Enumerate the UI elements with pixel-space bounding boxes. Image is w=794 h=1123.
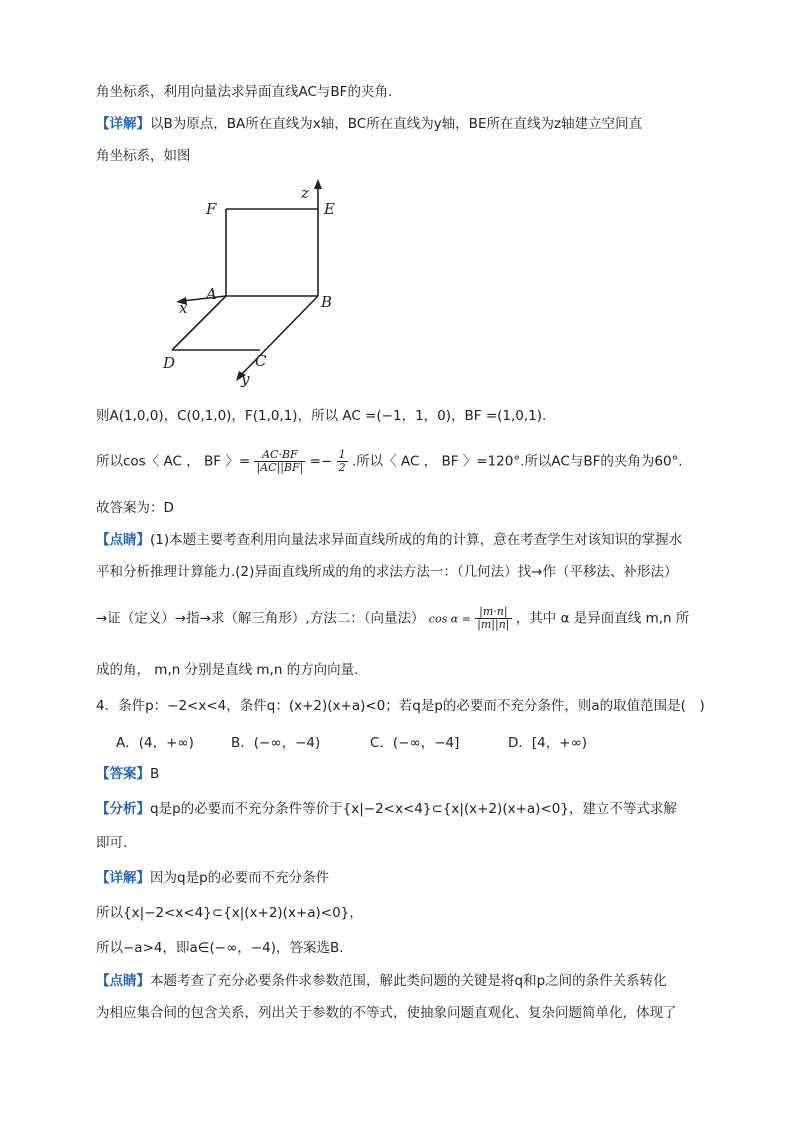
label-A: A [206, 285, 217, 303]
label-F: F [206, 200, 217, 218]
comment-paragraph [96, 530, 682, 550]
q4-detail-text-2: 所以{x|−2<x<4}⊂{x|(x+2)(x+a)<0}， [96, 905, 363, 921]
comment-line-3 [96, 606, 689, 631]
half-fraction [337, 449, 348, 474]
q4-analysis [96, 799, 677, 819]
comment-text-3b: ，其中 α 是异面直线 m,n 所 [515, 610, 690, 627]
comment-text-3a: →证（定义）→指→求（解三角形）,方法二：（向量法） [96, 610, 425, 627]
detail-tag: 【详解】 [96, 116, 150, 132]
q4-option-d: D．[4，+∞) [508, 735, 588, 751]
prev-line-1: 角坐标系，利用向量法求异面直线AC与BF的夹角. [96, 84, 393, 100]
detail-text-1: 以B为原点，BA所在直线为x轴，BC所在直线为y轴，BE所在直线为z轴建立空间直 [150, 116, 643, 132]
cos-fraction-den: |AC||BF| [256, 461, 304, 474]
q4-option-c: C．(−∞，−4] [370, 735, 460, 751]
comment-text-1: (1)本题主要考查利用向量法求异面直线所成的角的计算，意在考查学生对该知识的掌握水 [150, 532, 683, 548]
q4-detail-text-3: 所以−a>4，即a∈(−∞，−4)，答案选B. [96, 940, 344, 956]
cos-line [96, 449, 683, 474]
detail-paragraph [96, 114, 642, 134]
comment-tag: 【点睛】 [96, 532, 150, 548]
comment-fraction [475, 606, 511, 631]
coordinate-figure [160, 176, 340, 391]
cos-suffix: .所以〈 AC ， BF 〉=120°.所以AC与BF的夹角为60°. [351, 453, 683, 470]
comment-cos: cos α = [428, 612, 471, 626]
answer-value: B [150, 766, 160, 782]
q4-detail-text-1: 因为q是p的必要而不充分条件 [150, 870, 330, 886]
label-E: E [324, 200, 335, 218]
label-B: B [321, 293, 333, 311]
cos-fraction [254, 449, 305, 474]
cos-prefix: 所以cos〈 AC ， BF 〉= [96, 453, 251, 470]
answer-line: 故答案为：D [96, 500, 174, 516]
label-y: y [241, 370, 250, 388]
half-num: 1 [338, 448, 346, 461]
comment-fraction-den: |m||n| [477, 618, 510, 631]
q4-comment-text-2: 为相应集合间的包含关系，列出关于参数的不等式，使抽象问题直观化、复杂问题简单化，体现了 [96, 1005, 677, 1021]
q4-answer [96, 764, 159, 784]
q4-comment-tag: 【点睛】 [96, 973, 150, 989]
q4-comment [96, 971, 667, 991]
cos-fraction-num: AC·BF [254, 449, 305, 462]
cos-eq: =− [309, 453, 333, 470]
analysis-text-1: q是p的必要而不充分条件等价于{x|−2<x<4}⊂{x|(x+2)(x+a)<0}，建立不等式求解 [150, 801, 677, 817]
q4-detail [96, 868, 329, 888]
half-den: 2 [338, 461, 346, 474]
label-D: D [163, 354, 176, 372]
q4-detail-tag: 【详解】 [96, 870, 150, 886]
analysis-text-2: 即可. [96, 835, 128, 851]
comment-fraction-num: |m·n| [475, 606, 511, 619]
analysis-tag: 【分析】 [96, 801, 150, 817]
z-axis-arrow-icon [314, 179, 322, 189]
q4-comment-text-1: 本题考查了充分必要条件求参数范围，解此类问题的关键是将q和p之间的条件关系转化 [150, 973, 667, 989]
label-x: x [179, 299, 188, 317]
detail-text-2: 角坐标系，如图 [96, 148, 191, 164]
q4-stem: 4．条件p：−2<x<4，条件q：(x+2)(x+a)<0；若q是p的必要而不充分条件，则a的取值范围是( ) [96, 698, 705, 714]
answer-tag: 【答案】 [96, 766, 150, 782]
comment-text-4: 成的角， m,n 分别是直线 m,n 的方向向量. [96, 662, 359, 678]
q4-option-b: B．(−∞，−4) [231, 735, 321, 751]
coords-line: 则A(1,0,0)，C(0,1,0)，F(1,0,1)，所以 AC =(−1，1，0)，BF =(1,0,1). [96, 408, 547, 424]
label-z: z [301, 184, 309, 202]
q4-option-a: A．(4，+∞) [116, 735, 194, 751]
label-C: C [255, 352, 267, 370]
comment-text-2: 平和分析推理计算能力.(2)异面直线所成的角的求法方法一：（几何法）找→作（平移法、补形法） [96, 564, 678, 580]
